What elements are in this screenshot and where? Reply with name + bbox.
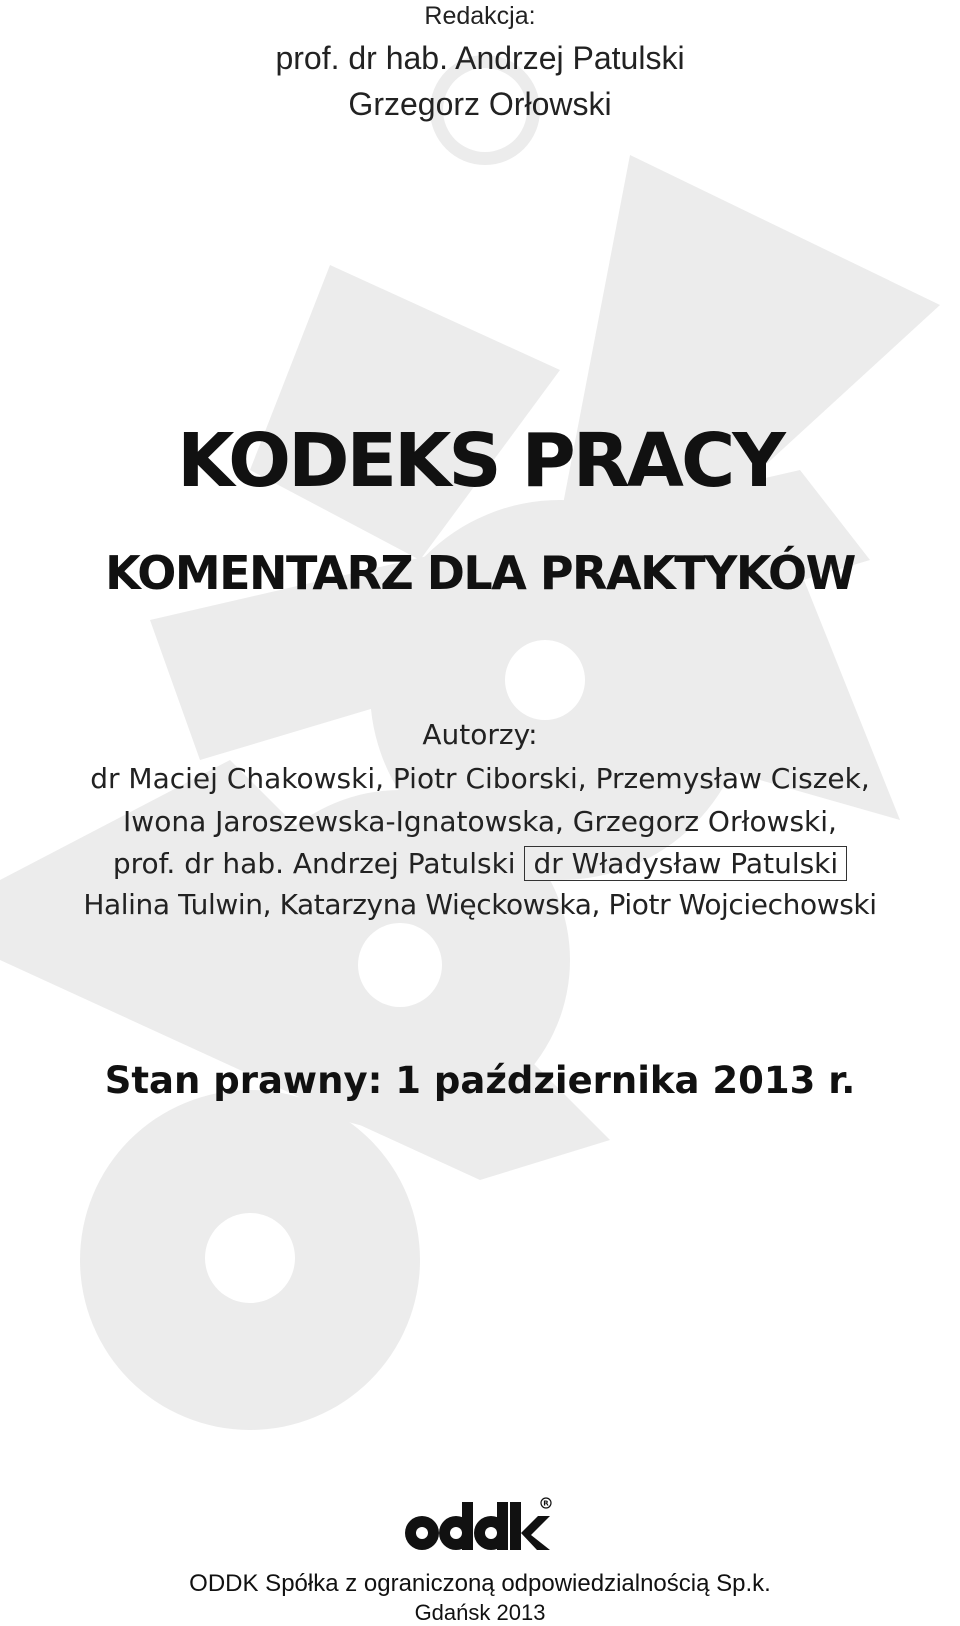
book-title: KODEKS PRACY <box>177 418 783 504</box>
editor-name-2: Grzegorz Orłowski <box>348 86 612 122</box>
author-boxed-name: dr Władysław Patulski <box>524 846 847 881</box>
authors-line-2: Iwona Jaroszewska-Ignatowska, Grzegorz Orłowski, <box>123 805 837 838</box>
svg-text:R: R <box>543 1499 549 1508</box>
publisher-name: ODDK Spółka z ograniczoną odpowiedzialnością Sp.k. <box>189 1570 771 1597</box>
oddk-logo <box>404 1497 554 1553</box>
authors-label: Autorzy: <box>422 718 538 751</box>
book-subtitle: KOMENTARZ DLA PRAKTYKÓW <box>105 546 855 600</box>
authors-line-1: dr Maciej Chakowski, Piotr Ciborski, Przemysław Ciszek, <box>90 762 870 795</box>
publisher-city-year: Gdańsk 2013 <box>414 1600 546 1625</box>
legal-state: Stan prawny: 1 października 2013 r. <box>104 1059 856 1102</box>
editors-label: Redakcja: <box>424 2 536 30</box>
author-andrzej-patulski: prof. dr hab. Andrzej Patulski <box>112 847 516 880</box>
authors-line-4: Halina Tulwin, Katarzyna Więckowska, Piotr Wojciechowski <box>83 888 877 921</box>
authors-line-3 <box>0 847 960 880</box>
editor-name-1: prof. dr hab. Andrzej Patulski <box>275 40 685 76</box>
